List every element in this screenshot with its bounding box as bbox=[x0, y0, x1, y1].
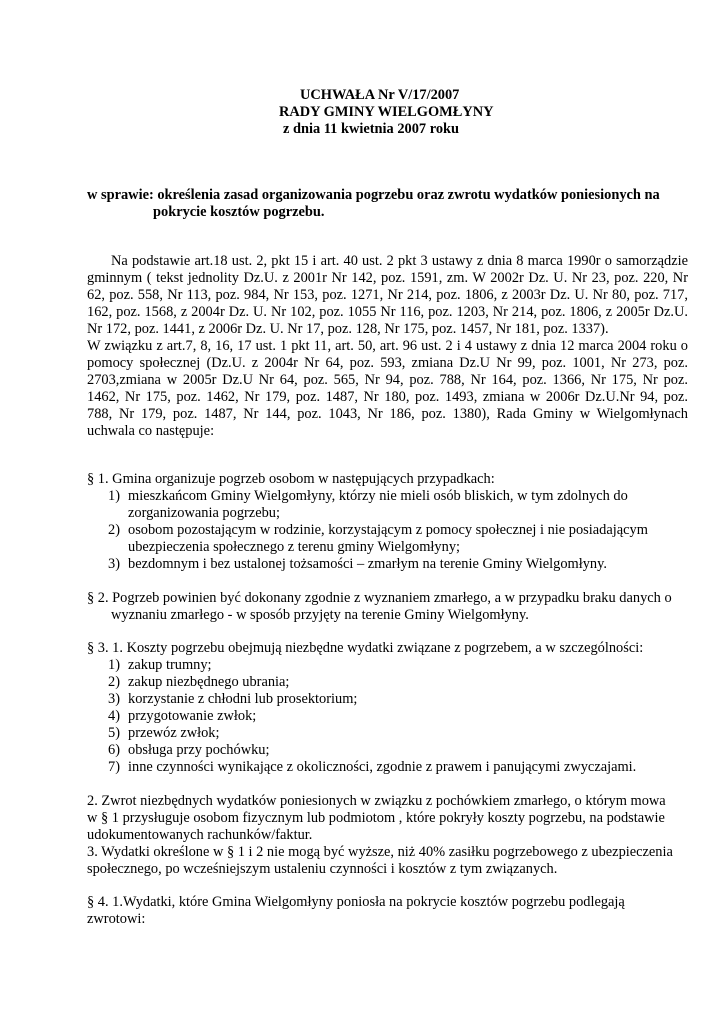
preamble-line: 2703,zmiana w 2005r Dz.U Nr 64, poz. 565, Nr 94, poz. 788, Nr 164, poz. 1366, Nr 175, Nr poz. bbox=[87, 372, 688, 388]
paragraph-4-line-1: § 4. 1.Wydatki, które Gmina Wielgomłyny poniosła na pokrycie kosztów pogrzebu podlegają bbox=[87, 894, 625, 910]
paragraph-3-intro: § 3. 1. Koszty pogrzebu obejmują niezbędne wydatki związane z pogrzebem, a w szczególności: bbox=[87, 640, 644, 656]
list-number: 6) bbox=[108, 742, 120, 758]
list-number: 4) bbox=[108, 708, 120, 724]
list-item: przewóz zwłok; bbox=[128, 725, 220, 741]
list-number: 3) bbox=[108, 556, 120, 572]
list-item: mieszkańcom Gminy Wielgomłyny, którzy nie mieli osób bliskich, w tym zdolnych do bbox=[128, 488, 628, 504]
list-item: zakup trumny; bbox=[128, 657, 212, 673]
preamble-line: Nr 172, poz. 1441, z 2006r Dz. U. Nr 17, poz. 128, Nr 175, poz. 1457, Nr 181, poz. 1337). bbox=[87, 321, 609, 337]
council-name: RADY GMINY WIELGOMŁYNY bbox=[279, 104, 494, 120]
paragraph-3-point-2: udokumentowanych rachunków/faktur. bbox=[87, 827, 313, 843]
subject-line-2: pokrycie kosztów pogrzebu. bbox=[153, 204, 325, 220]
preamble-line: Na podstawie art.18 ust. 2, pkt 15 i art. 40 ust. 2 pkt 3 ustawy z dnia 8 marca 1990r o samorządzie bbox=[111, 253, 688, 269]
resolution-number: UCHWAŁA Nr V/17/2007 bbox=[300, 87, 460, 103]
list-item: korzystanie z chłodni lub prosektorium; bbox=[128, 691, 358, 707]
preamble-line: gminnym ( tekst jednolity Dz.U. z 2001r Nr 142, poz. 1591, zm. W 2002r Dz. U. Nr 23, poz. 220, Nr bbox=[87, 270, 688, 286]
list-item: bezdomnym i bez ustalonej tożsamości – zmarłym na terenie Gminy Wielgomłyny. bbox=[128, 556, 607, 572]
list-number: 1) bbox=[108, 488, 120, 504]
list-item: osobom pozostającym w rodzinie, korzystającym z pomocy społecznej i nie posiadającym bbox=[128, 522, 648, 538]
list-item-continuation: ubezpieczenia społecznego z terenu gminy Wielgomłyny; bbox=[128, 539, 461, 555]
preamble-line: pomocy społecznej (Dz.U. z 2004r Nr 64, poz. 593, zmiana Dz.U Nr 99, poz. 1001, Nr 273, poz. bbox=[87, 355, 688, 371]
list-number: 5) bbox=[108, 725, 120, 741]
preamble-line: 62, poz. 558, Nr 113, poz. 984, Nr 153, poz. 1271, Nr 214, poz. 1806, z 2003r Dz. U. Nr 80, poz. 717, bbox=[87, 287, 688, 303]
preamble-line: 162, poz. 1568, z 2004r Dz. U. Nr 102, poz. 1055 Nr 116, poz. 1203, Nr 214, poz. 1806, z 2005r Dz.U. bbox=[87, 304, 688, 320]
preamble-line: 788, Nr 179, poz. 1487, Nr 144, poz. 1043, Nr 186, poz. 1380), Rada Gminy w Wielgomłynach bbox=[87, 406, 688, 422]
paragraph-3-point-3: społecznego, po wcześniejszym ustaleniu czynności i kosztów z tym związanych. bbox=[87, 861, 558, 877]
paragraph-1-intro: § 1. Gmina organizuje pogrzeb osobom w następujących przypadkach: bbox=[87, 471, 495, 487]
paragraph-4-line-2: zwrotowi: bbox=[87, 911, 146, 927]
paragraph-3-point-3: 3. Wydatki określone w § 1 i 2 nie mogą być wyższe, niż 40% zasiłku pogrzebowego z ubezpieczenia bbox=[87, 844, 673, 860]
paragraph-2-line-2: wyznaniu zmarłego - w sposób przyjęty na terenie Gminy Wielgomłyny. bbox=[111, 607, 529, 623]
subject-line-1: w sprawie: określenia zasad organizowania pogrzebu oraz zwrotu wydatków poniesionych na bbox=[87, 187, 660, 203]
list-item: inne czynności wynikające z okoliczności, zgodnie z prawem i panującymi zwyczajami. bbox=[128, 759, 637, 775]
list-number: 3) bbox=[108, 691, 120, 707]
list-number: 1) bbox=[108, 657, 120, 673]
list-number: 2) bbox=[108, 522, 120, 538]
list-item: obsługa przy pochówku; bbox=[128, 742, 270, 758]
preamble-line: uchwala co następuje: bbox=[87, 423, 215, 439]
list-number: 2) bbox=[108, 674, 120, 690]
paragraph-3-point-2: 2. Zwrot niezbędnych wydatków poniesionych w związku z pochówkiem zmarłego, o którym mowa bbox=[87, 793, 666, 809]
list-number: 7) bbox=[108, 759, 120, 775]
list-item-continuation: zorganizowania pogrzebu; bbox=[128, 505, 280, 521]
list-item: przygotowanie zwłok; bbox=[128, 708, 257, 724]
preamble-line: W związku z art.7, 8, 16, 17 ust. 1 pkt 11, art. 50, art. 96 ust. 2 i 4 ustawy z dnia 12 marca 2004 roku o bbox=[87, 338, 688, 354]
resolution-date: z dnia 11 kwietnia 2007 roku bbox=[283, 121, 460, 137]
paragraph-2-line-1: § 2. Pogrzeb powinien być dokonany zgodnie z wyznaniem zmarłego, a w przypadku braku danych o bbox=[87, 590, 672, 606]
paragraph-3-point-2: w § 1 przysługuje osobom fizycznym lub podmiotom , które pokryły koszty pogrzebu, na podstawie bbox=[87, 810, 665, 826]
preamble-line: 1462, Nr 175, poz. 1462, Nr 179, poz. 1487, Nr 180, poz. 1493, zmiana w 2006r Dz.U.Nr 94, poz. bbox=[87, 389, 688, 405]
list-item: zakup niezbędnego ubrania; bbox=[128, 674, 290, 690]
